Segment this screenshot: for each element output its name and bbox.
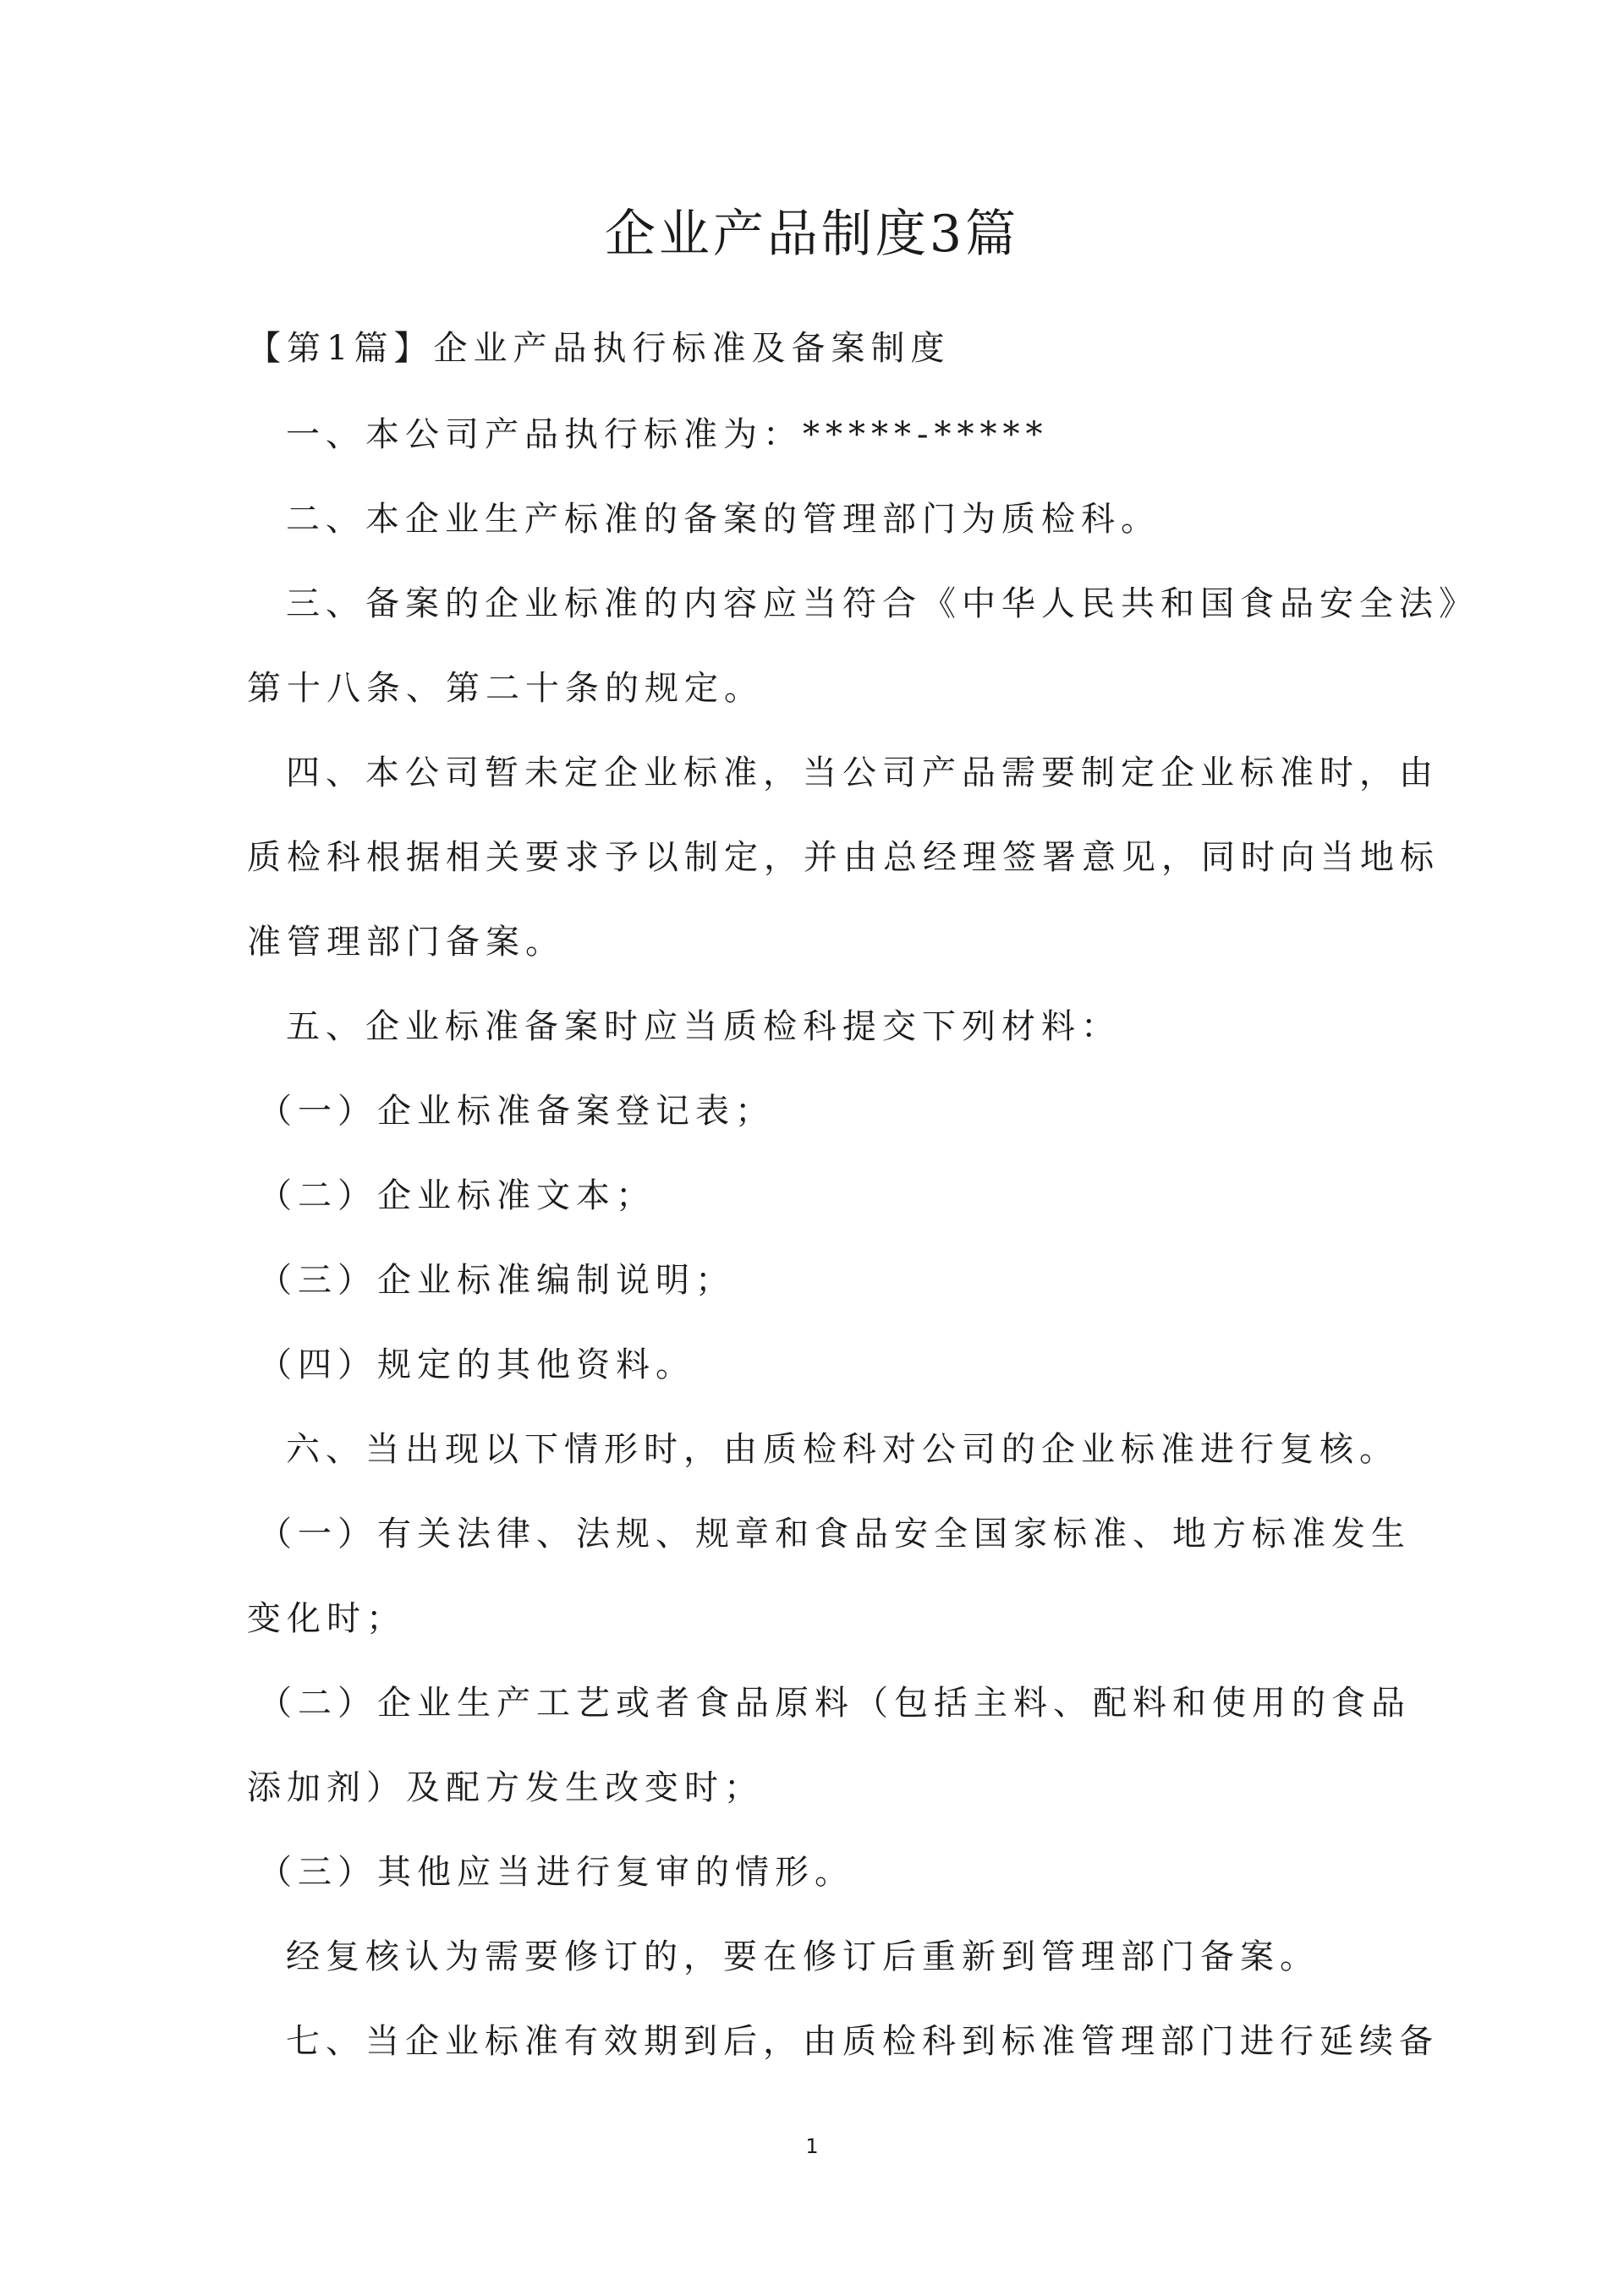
paragraph-line: 添加剂）及配方发生改变时； xyxy=(247,1768,764,1807)
list-item: （三）企业标准编制说明； xyxy=(258,1261,735,1300)
paragraph-line: 第十八条、第二十条的规定。 xyxy=(247,669,764,708)
list-item: （三）其他应当进行复审的情形。 xyxy=(258,1853,854,1892)
section-heading: 【第1篇】企业产品执行标准及备案制度 xyxy=(247,329,951,368)
list-item: （一）有关法律、法规、规章和食品安全国家标准、地方标准发生 xyxy=(258,1515,1411,1553)
paragraph-line: 三、备案的企业标准的内容应当符合《中华人民共和国食品安全法》 xyxy=(286,584,1479,623)
paragraph-line: 四、本公司暂未定企业标准，当公司产品需要制定企业标准时，由 xyxy=(286,753,1439,792)
list-item: （二）企业生产工艺或者食品原料（包括主料、配料和使用的食品 xyxy=(258,1684,1411,1723)
document-title: 企业产品制度3篇 xyxy=(604,205,1020,264)
paragraph-line: 准管理部门备案。 xyxy=(247,923,565,962)
page-number: 1 xyxy=(805,2134,819,2158)
paragraph-line: 一、本公司产品执行标准为：*****-***** xyxy=(286,415,1049,454)
paragraph-line: 质检科根据相关要求予以制定，并由总经理签署意见，同时向当地标 xyxy=(247,838,1440,877)
paragraph-line: 变化时； xyxy=(247,1599,406,1638)
paragraph-line: 六、当出现以下情形时，由质检科对公司的企业标准进行复核。 xyxy=(286,1430,1399,1469)
paragraph-line: 二、本企业生产标准的备案的管理部门为质检科。 xyxy=(286,500,1160,539)
list-item: （四）规定的其他资料。 xyxy=(258,1345,695,1384)
list-item: （二）企业标准文本； xyxy=(258,1176,656,1215)
paragraph-line: 经复核认为需要修订的，要在修订后重新到管理部门备案。 xyxy=(286,1937,1320,1976)
list-item: （一）企业标准备案登记表； xyxy=(258,1092,775,1131)
paragraph-line: 七、当企业标准有效期到后，由质检科到标准管理部门进行延续备 xyxy=(286,2022,1439,2061)
paragraph-line: 五、企业标准备案时应当质检科提交下列材料： xyxy=(286,1007,1121,1046)
